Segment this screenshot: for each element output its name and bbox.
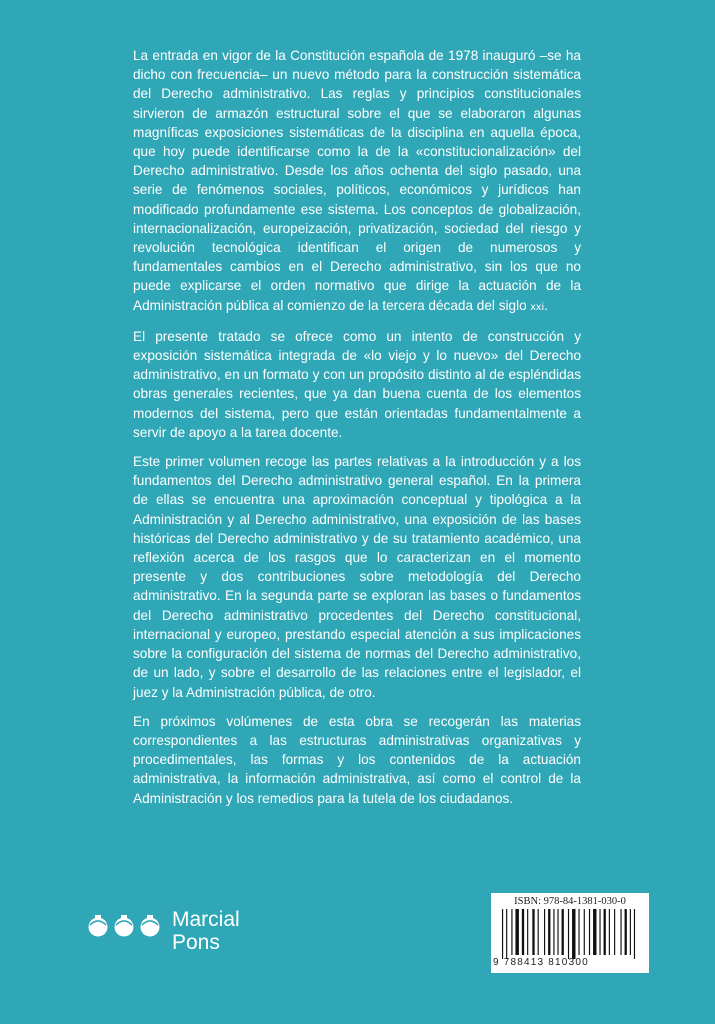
back-cover-blurb <box>133 46 581 818</box>
barcode-bar <box>599 909 600 955</box>
publisher-name <box>172 908 240 954</box>
barcode-bar <box>620 909 621 955</box>
barcode-bar <box>562 909 564 955</box>
barcode-bar <box>589 909 590 955</box>
barcode-digits: 9 788413 810300 <box>493 957 589 968</box>
barcode-bar <box>572 909 575 959</box>
barcode-bar <box>568 909 569 959</box>
barcode-bar <box>625 909 627 955</box>
century-numeral: xxi <box>530 300 545 313</box>
publisher-name-line1: Marcial <box>172 908 240 931</box>
isbn-label: ISBN: 978-84-1381-030-0 <box>514 896 626 907</box>
barcode-bar <box>557 909 558 955</box>
blurb-paragraph-1 <box>133 46 581 317</box>
barcode-bar <box>532 909 534 955</box>
isbn-barcode <box>491 893 649 973</box>
blurb-paragraph-4: En próximos volúmenes de esta obra se recogerán las materias correspondientes a las estructuras administrativas organizativas y procedimentales, las formas y los contenidos de la actuación administrativa, la información administrativa, así como el control de la Administración y los remedios para la tutela de los ciudadanos. <box>133 713 581 806</box>
barcode-bar <box>584 909 585 955</box>
barcode-bar <box>630 909 631 955</box>
barcode-bar <box>511 909 512 955</box>
barcode-bar <box>548 909 550 955</box>
marcial-pons-mark-icon <box>88 912 164 940</box>
barcode-bar <box>544 909 545 955</box>
barcode-bar <box>538 909 539 955</box>
blurb-paragraph-1-text: La entrada en vigor de la Constitución española de 1978 inauguró –se ha dicho con frecuencia– un nuevo método para la construcción sistemática del Derecho administrativo. Las reglas y principios constitucionales sirvieron de armazón estructural sobre el que se elaboraron algunas magníficas exposiciones sistemáticas de la disciplina en aquella época, que hoy puede identificarse como la de la «constitucionalización» del Derecho administrativo. Desde los años ochenta del siglo pasado, una serie de fenómenos sociales, políticos, económicos y jurídicos han modificado profundamente ese sistema. Los conceptos de globalización, internacionalización, europeización, privatización, sociedad del riesgo y revolución tecnológica identifican el origen de numerosos y fundamentales cambios en el Derecho administrativo, sin los que no puede explicarse el orden normativo que dirige la actuación de la Administración pública al comienzo de la tercera década del siglo <box>133 48 581 313</box>
barcode-bar <box>502 909 503 959</box>
barcode-bar <box>614 909 615 955</box>
barcode-bar <box>553 909 554 955</box>
barcode-bars <box>500 909 642 959</box>
publisher-name-line2: Pons <box>172 931 220 954</box>
barcode-bar <box>527 909 528 955</box>
barcode-bar <box>609 909 610 955</box>
blurb-paragraph-1-end: . <box>544 297 548 313</box>
barcode-bar <box>604 909 606 955</box>
barcode-bar <box>634 909 635 959</box>
barcode-bar <box>522 909 524 955</box>
publisher-logo <box>88 908 258 964</box>
barcode-bar <box>578 909 579 955</box>
barcode-bar <box>515 909 518 955</box>
blurb-paragraph-3: Este primer volumen recoge las partes relativas a la introducción y a los fundamentos del Derecho administrativo general español. En la primera de ellas se encuentra una aproximación conceptual y tipológica a la Administración y al Derecho administrativo, una exposición de las bases históricas del Derecho administrativo y de su tratamiento académico, una reflexión acerca de los rasgos que lo caracterizan en el momento presente y dos contribuciones sobre metodología del Derecho administrativo. En la segunda parte se exploran las bases o fundamentos del Derecho administrativo procedentes del Derecho constitucional, internacional y europeo, prestando especial atención a sus implicaciones sobre la configuración del sistema de normas del Derecho administrativo, de un lado, y sobre el desarrollo de las relaciones entre el legislador, el juez y la Administración pública, de otro. <box>133 454 581 700</box>
barcode-bar <box>506 909 507 959</box>
barcode-bar <box>593 909 596 955</box>
blurb-paragraph-2: El presente tratado se ofrece como un intento de construcción y exposición sistemática integrada de «lo viejo y lo nuevo» del Derecho administrativo, en un formato y con un propósito distinto al de espléndidas obras generales recientes, que ya dan buena cuenta de los elementos modernos del sistema, pero que están orientadas fundamentalmente a servir de apoyo a la tarea docente. <box>133 328 581 440</box>
